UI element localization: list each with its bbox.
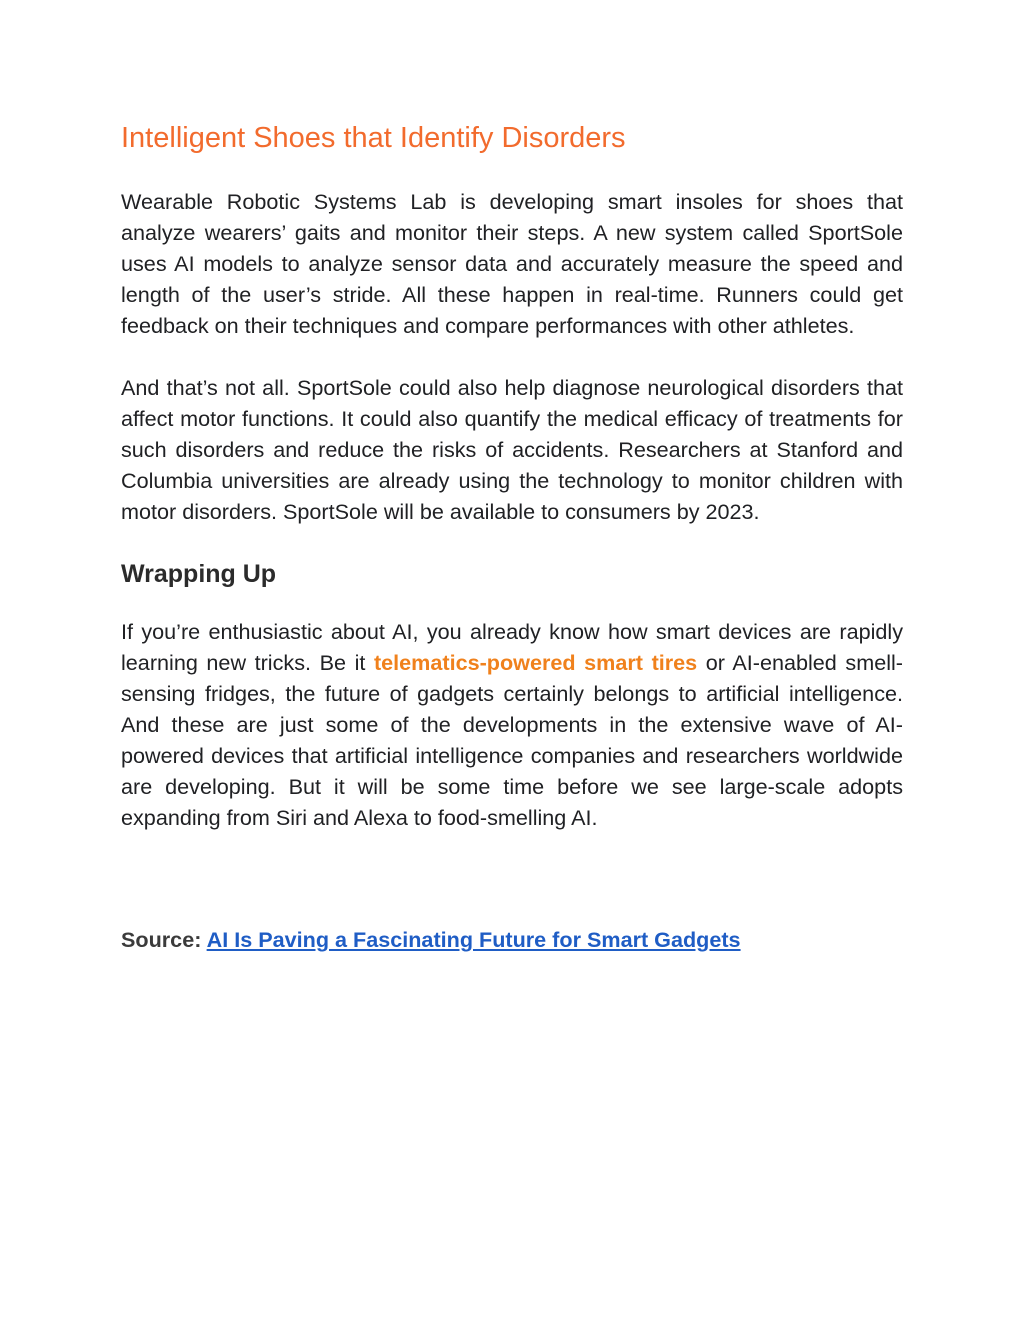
source-article-link[interactable]: AI Is Paving a Fascinating Future for Smart Gadgets [206,927,741,952]
paragraph-sportsole-intro: Wearable Robotic Systems Lab is developing smart insoles for shoes that analyze wearers’ gaits and monitor their steps. A new system called SportSole uses AI models to analyze sensor data and accurately measure the speed and length of the user’s stride. All these happen in real-time. Runners could get feedback on their techniques and compare performances with other athletes. [121,189,903,338]
source-label: Source: [121,927,202,952]
paragraph-sportsole-medical: And that’s not all. SportSole could also help diagnose neurological disorders that affect motor functions. It could also quantify the medical efficacy of treatments for such disorders and reduce the risks of accidents. Researchers at Stanford and Columbia universities are already using the technology to monitor children with motor disorders. SportSole will be available to consumers by 2023. [121,375,903,524]
document-page [121,118,903,955]
source-line [121,924,903,955]
paragraph-text-after-link: or AI-enabled smell-sensing fridges, the future of gadgets certainly belongs to artificial intelligence. And these are just some of the developments in the extensive wave of AI-powered devices that artificial intelligence companies and researchers worldwide are developing. But it will be some time before we see large-scale adopts expanding from Siri and Alexa to food-smelling AI. [121,650,903,830]
section-heading-wrapping-up: Wrapping Up [121,560,277,588]
telematics-smart-tires-link[interactable]: telematics-powered smart tires [373,650,698,675]
page-title: Intelligent Shoes that Identify Disorders [121,122,626,154]
paragraph-text-before-link: If you’re enthusiastic about AI, you already know how smart devices are rapidly learning new tricks. Be it [121,619,903,675]
paragraph-wrapping-up [121,616,903,833]
